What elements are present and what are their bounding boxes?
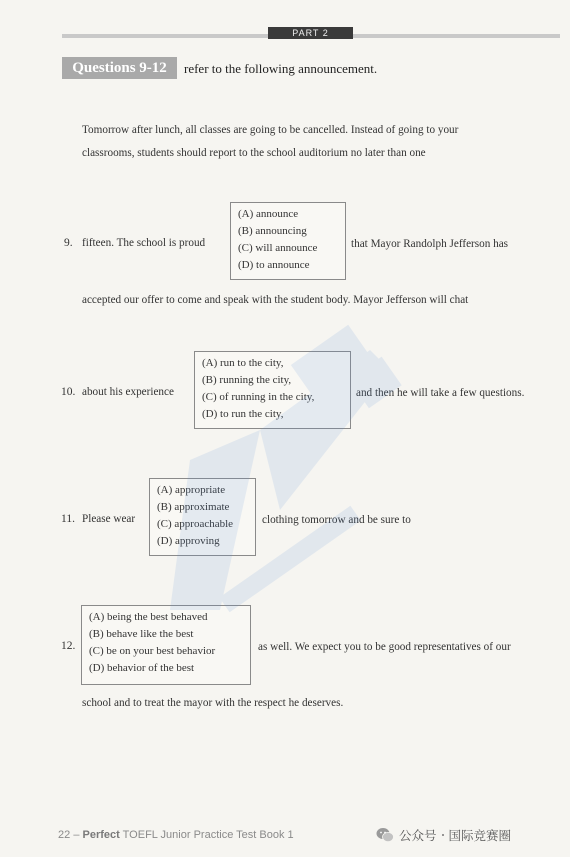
question-10-option-a[interactable]: (A) run to the city, [202,357,284,369]
question-10-option-d[interactable]: (D) to run the city, [202,408,284,420]
question-12-option-c[interactable]: (C) be on your best behavior [89,645,216,657]
separator-dot [442,834,444,836]
question-9-after: that Mayor Randolph Jefferson has [351,238,509,250]
question-10-options [194,351,351,429]
questions-badge: Questions 9-12 [62,57,177,79]
question-9-option-c[interactable]: (C) will announce [238,242,318,254]
question-11-number: 11. [61,513,75,525]
wechat-icon [376,827,394,843]
book-subtitle: Practice Test Book 1 [193,829,294,841]
wechat-label: 公众号 [399,828,437,843]
question-10-option-b[interactable]: (B) running the city, [202,374,292,386]
question-10-number: 10. [61,386,76,398]
wechat-account: 国际竞赛圈 [448,828,512,843]
question-9-before: fifteen. The school is proud [82,237,206,249]
question-11-options [149,478,256,556]
question-12-option-d[interactable]: (D) behavior of the best [89,662,195,674]
book-title: TOEFL Junior [122,829,191,841]
questions-intro: refer to the following announcement. [184,61,378,76]
question-12-after: as well. We expect you to be good representatives of our [258,641,511,653]
footer-separator: – [73,829,80,841]
question-9-number: 9. [64,237,73,249]
question-11-after: clothing tomorrow and be sure to [262,514,411,526]
question-12-option-a[interactable]: (A) being the best behaved [89,611,208,623]
question-12-options [81,605,251,685]
part-label: PART 2 [268,27,353,39]
question-10-before: about his experience [82,386,174,398]
footer-book-info [58,829,294,841]
question-11-option-d[interactable]: (D) approving [157,535,220,547]
wechat-credit [376,826,511,844]
question-10-option-c[interactable]: (C) of running in the city, [202,391,315,403]
book-brand: Perfect [82,829,120,841]
question-11-before: Please wear [82,513,136,525]
passage-line-2: classrooms, students should report to the school auditorium no later than one [82,147,426,159]
question-12-number: 12. [61,640,76,652]
question-10-after: and then he will take a few questions. [356,387,525,399]
question-9-options [230,202,346,280]
question-9-continuation: accepted our offer to come and speak with the student body. Mayor Jefferson will chat [82,294,469,306]
question-9-option-a[interactable]: (A) announce [238,208,299,220]
question-12-continuation: school and to treat the mayor with the respect he deserves. [82,697,344,709]
passage-line-1: Tomorrow after lunch, all classes are going to be cancelled. Instead of going to your [82,124,459,136]
question-11-option-a[interactable]: (A) appropriate [157,484,226,496]
question-9-option-b[interactable]: (B) announcing [238,225,307,237]
question-11-option-b[interactable]: (B) approximate [157,501,230,513]
page-number: 22 [58,829,71,841]
question-11-option-c[interactable]: (C) approachable [157,518,234,530]
question-12-option-b[interactable]: (B) behave like the best [89,628,194,640]
question-9-option-d[interactable]: (D) to announce [238,259,310,271]
